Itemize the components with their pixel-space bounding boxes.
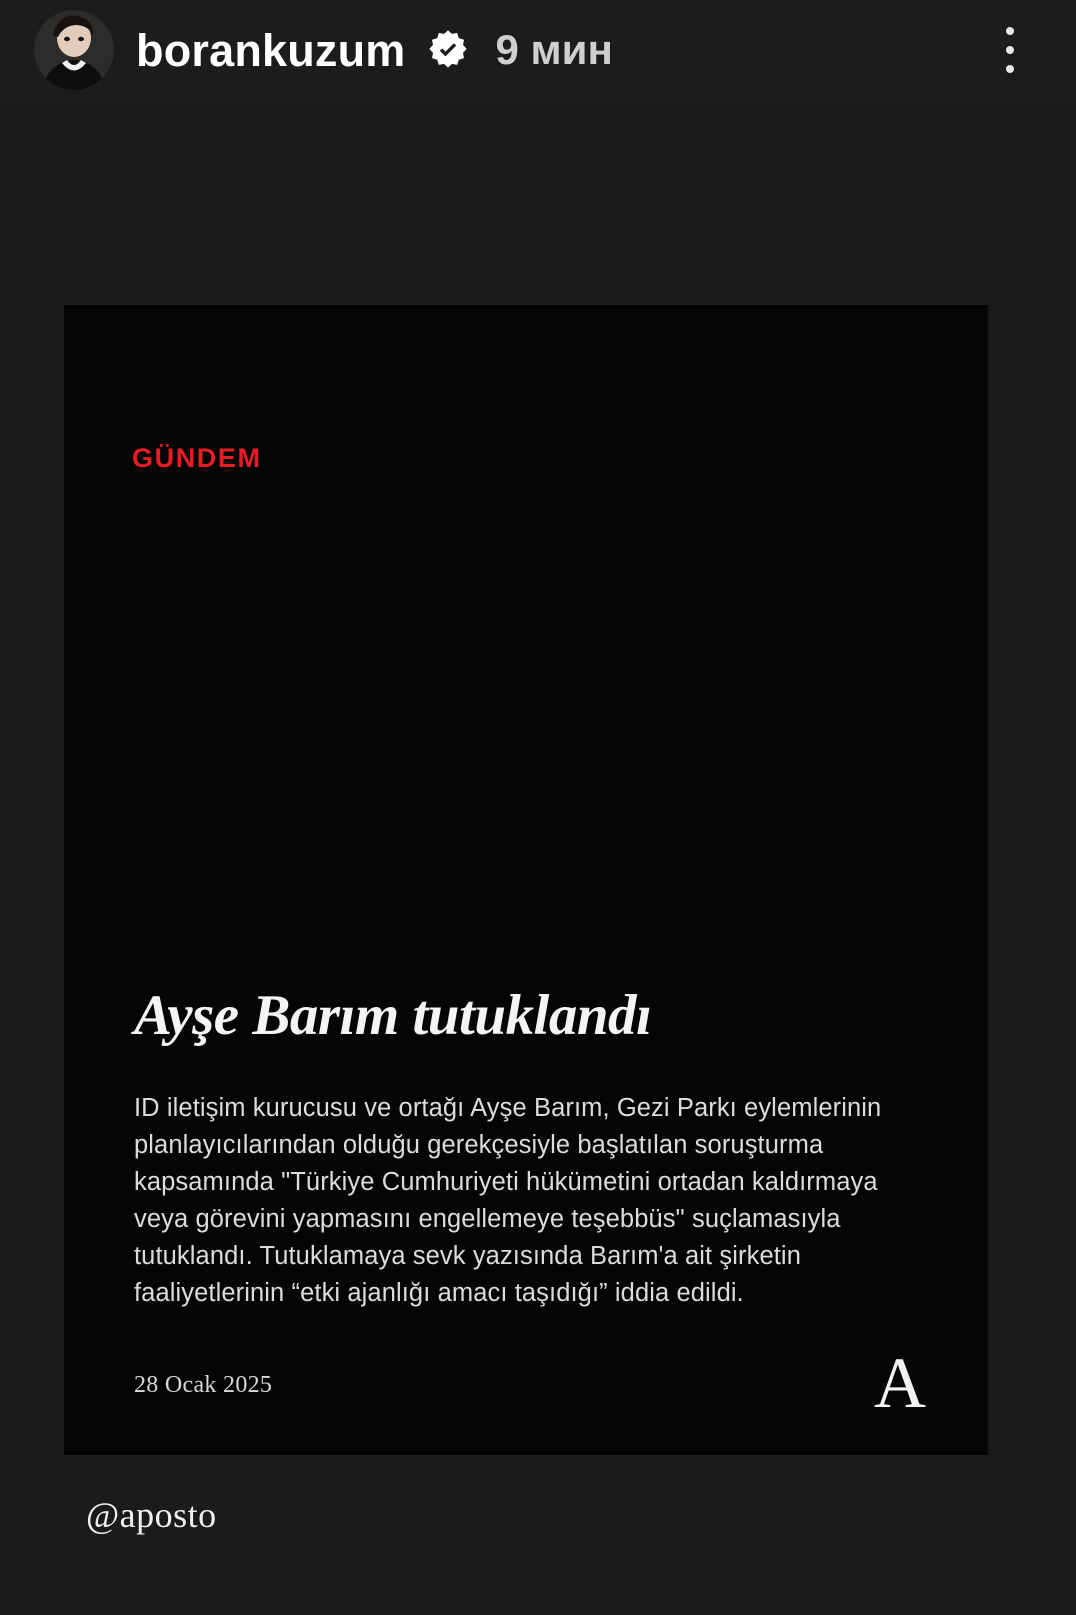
more-dot [1006, 65, 1014, 73]
publisher-logo: A [874, 1343, 926, 1423]
headline: Ayşe Barım tutuklandı [134, 984, 652, 1047]
category-label: GÜNDEM [132, 443, 262, 473]
username-label[interactable]: borankuzum [136, 24, 406, 76]
more-dot [1006, 46, 1014, 54]
verified-badge-icon [426, 28, 470, 72]
mention-sticker[interactable]: @aposto [86, 1495, 217, 1535]
publish-date: 28 Ocak 2025 [134, 1372, 273, 1398]
more-dot [1006, 27, 1014, 35]
avatar[interactable] [34, 10, 114, 90]
profile-avatar-image [34, 10, 114, 90]
story-timestamp: 9 мин [495, 26, 613, 73]
more-options-icon[interactable] [988, 21, 1032, 79]
news-card[interactable] [64, 305, 988, 1455]
story-header [0, 0, 1076, 100]
article-body: ID iletişim kurucusu ve ortağı Ayşe Barım, Gezi Parkı eylemlerinin planlayıcılarından olduğu gerekçesiyle başlatılan soruşturma kapsamında "Türkiye Cumhuriyeti hükümetini ortadan kaldırmaya veya görevini yapmasını engellemeye teşebbüs" suçlamasıyla tutuklandı. Tutuklamaya sevk yazısında Barım'a ait şirketin faaliyetlerinin “etki ajanlığı amacı taşıdığı” iddia edildi. [134, 1094, 882, 1307]
